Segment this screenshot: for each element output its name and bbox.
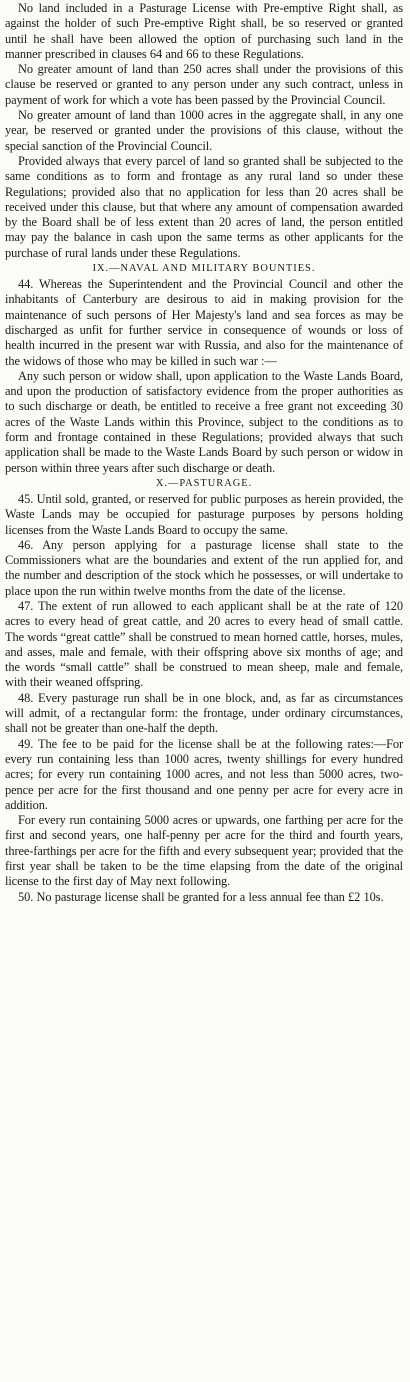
section-heading-pasturage bbox=[5, 477, 403, 491]
paragraph-clause-48: 48. Every pasturage run shall be in one block, and, as far as circumstances will admit, of a rectangular form: the frontage, under ordinary circumstances, shall not be greater than one-half the depth. bbox=[5, 690, 403, 736]
paragraph-1000-acres-aggregate: No greater amount of land than 1000 acres in the aggregate shall, in any one year, be reserved or granted under the provisions of this clause, without the special sanction of the Provincial Council. bbox=[5, 108, 403, 153]
paragraph-250-acres-limit: No greater amount of land than 250 acres shall under the provisions of this clause be reserved or granted to any person under any such contract, unless in payment of work for which a vote has been passed by the Provincial Council. bbox=[5, 62, 403, 107]
paragraph-clause-49-continued: For every run containing 5000 acres or upwards, one farthing per acre for the first and second years, one half-penny per acre for the third and fourth years, three-farthings per acre for the fifth and every subsequent year; provided that the first year shall be taken to be the time elapsing from the date of the original license to the first day of May next following. bbox=[5, 813, 403, 889]
paragraph-widow-grant: Any such person or widow shall, upon application to the Waste Lands Board, and upon the production of satisfactory evidence from the proper authorities as to such discharge or death, be entitled to receive a free grant not exceeding 30 acres of the Waste Lands within this Province, subject to the conditions as to form and frontage contained in these Regulations; provided always that such application shall be made to the Waste Lands Board by such person or widow in person within three years after such discharge or death. bbox=[5, 368, 403, 475]
paragraph-clause-49: 49. The fee to be paid for the license shall be at the following rates:—For every run containing less than 1000 acres, twenty shillings for every hundred acres; for every run containing 1000 acres, and not less than 5000 acres, two-pence per acre for the first thousand and one penny per acre for every acre in addition. bbox=[5, 736, 403, 812]
section-heading-naval-military-text: IX.—NAVAL AND MILITARY BOUNTIES. bbox=[92, 263, 316, 275]
section-heading-naval-military bbox=[5, 262, 403, 276]
paragraph-clause-44: 44. Whereas the Superintendent and the Provincial Council and other the inhabitants of Canterbury are desirous to aid in making provision for the maintenance of such persons of Her Majesty's land and sea forces as may be discharged as unfit for further service in consequence of wounds or loss of health incurred in the present war with Russia, and also for the maintenance of the widows of those who may be killed in such war :— bbox=[5, 277, 403, 368]
paragraph-form-and-frontage-proviso: Provided always that every parcel of land so granted shall be subjected to the same conditions as to form and frontage as any rural land so under these Regulations; provided also that no application for less than 20 acres shall be received under this clause, but that where any amount of compensation awarded by the Board shall be of less extent than 20 acres of land, the person entitled may pay the balance in cash upon the same terms as other applicants for the purchase of rural lands under these Regulations. bbox=[5, 153, 403, 260]
section-heading-pasturage-text: X.—PASTURAGE. bbox=[155, 477, 253, 489]
paragraph-clause-47: 47. The extent of run allowed to each applicant shall be at the rate of 120 acres to every head of great cattle, and 20 acres to every head of small cattle. The words “great cattle” shall be construed to mean horned cattle, horses, mules, and asses, male and female, with their offspring above six months of age; and the words “small cattle” shall be construed to mean sheep, male and female, with their weaned offspring. bbox=[5, 598, 403, 690]
paragraph-clause-46: 46. Any person applying for a pasturage license shall state to the Commissioners what are the boundaries and extent of the run applied for, and the number and description of the stock which he possesses, or will undertake to place upon the run within twelve months from the date of the license. bbox=[5, 537, 403, 598]
paragraph-clause-45: 45. Until sold, granted, or reserved for public purposes as herein provided, the Waste Lands may be occupied for pasturage purposes by persons holding licenses from the Waste Lands Board to occupy the same. bbox=[5, 491, 403, 537]
paragraph-preemptive-right: No land included in a Pasturage License with Pre-emptive Right shall, as against the holder of such Pre-emptive Right shall, be so reserved or granted until he shall have been allowed the option of purchasing such land in the manner prescribed in clauses 64 and 66 to these Regulations. bbox=[5, 1, 403, 61]
paragraph-clause-50: 50. No pasturage license shall be granted for a less annual fee than £2 10s. bbox=[18, 889, 384, 904]
text-column bbox=[5, 1, 403, 905]
